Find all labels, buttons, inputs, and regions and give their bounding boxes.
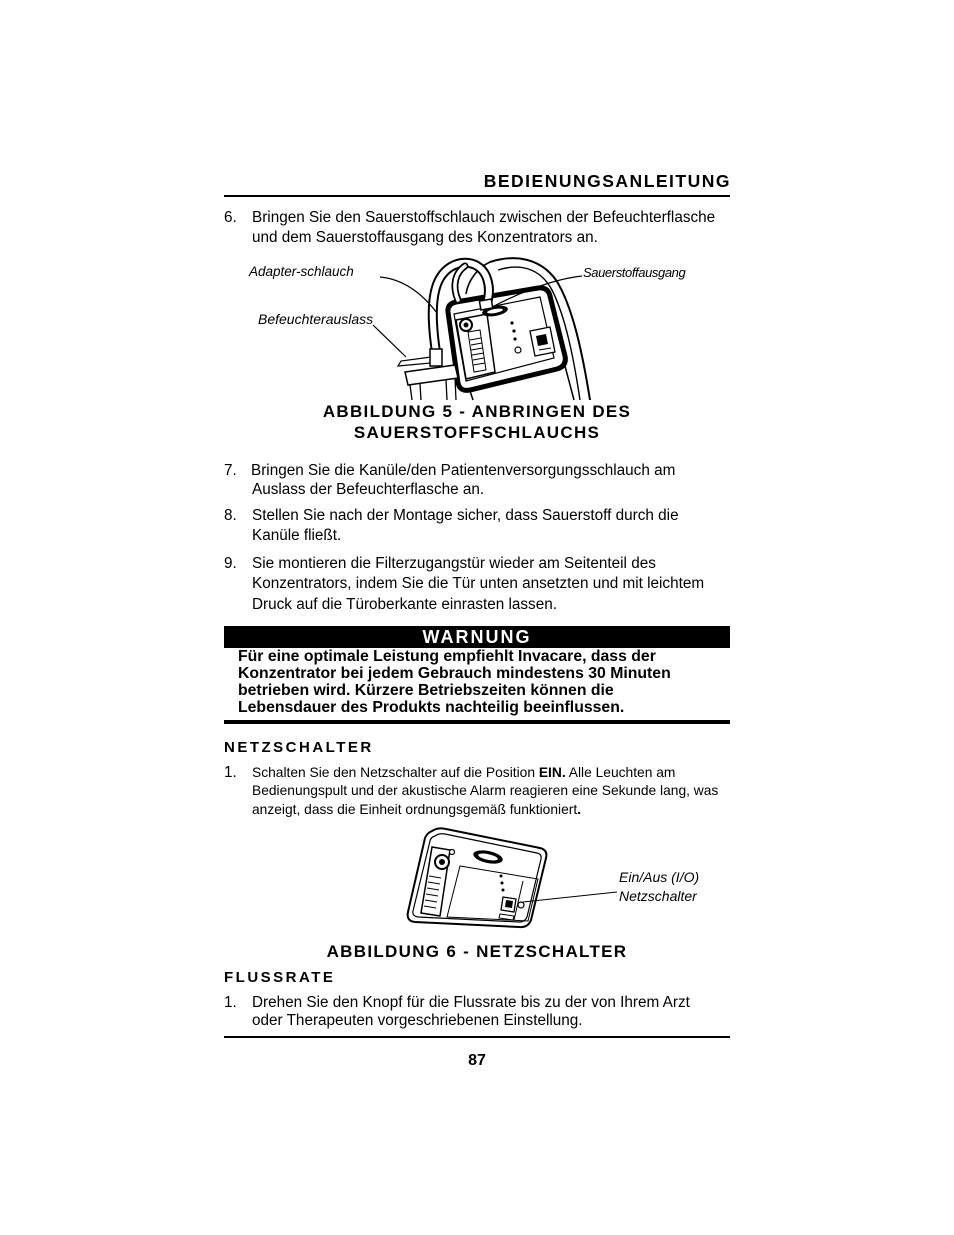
figure-6-illustration [400, 825, 620, 935]
power-switch-step-number: 1. [224, 764, 237, 781]
step-7-text-line-2: Auslass der Befeuchterflasche an. [252, 481, 485, 498]
figure-5-label-oxygen-outlet: Sauerstoffausgang [583, 265, 686, 280]
step-8-text-line-1: Stellen Sie nach der Montage sicher, dass Sauerstoff durch die [252, 507, 679, 524]
humidifier-bottle [398, 349, 458, 400]
warning-text-line-3: betrieben wird. Kürzere Betriebszeiten können die [238, 682, 614, 699]
power-switch-step-line-1-start: Schalten Sie den Netzschalter auf die Position [252, 765, 539, 780]
warning-title: WARNUNG [422, 627, 532, 647]
flow-rate-step-line-1: Drehen Sie den Knopf für die Flussrate bis zu der von Ihrem Arzt [252, 994, 690, 1011]
warning-text-line-1: Für eine optimale Leistung empfiehlt Invacare, dass der [238, 648, 656, 665]
power-switch-icon [501, 897, 516, 912]
power-switch-heading: NETZSCHALTER [224, 739, 374, 756]
step-7-number: 7. [224, 462, 237, 479]
power-switch-step-line-3-start: anzeigt, dass die Einheit ordnungsgemäß funktioniert [252, 802, 578, 817]
step-6-text-line-1: Bringen Sie den Sauerstoffschlauch zwischen der Befeuchterflasche [252, 209, 716, 226]
power-switch-step-line-1-end: Alle Leuchten am [565, 765, 676, 780]
step-9-text-line-1: Sie montieren die Filterzugangstür wieder am Seitenteil des [252, 555, 656, 572]
step-8-number: 8. [224, 507, 237, 524]
power-switch-step-line-3 [252, 803, 581, 817]
section-header: BEDIENUNGSANLEITUNG [483, 171, 731, 191]
figure-6-caption: ABBILDUNG 6 - NETZSCHALTER [326, 942, 628, 961]
power-switch-step-line-3-period: . [577, 802, 582, 817]
step-9-number: 9. [224, 555, 237, 572]
warning-banner [224, 626, 730, 648]
figure-5-caption-line-2: SAUERSTOFFSCHLAUCHS [353, 423, 601, 442]
figure-5-label-humidifier-outlet: Befeuchterauslass [258, 311, 374, 327]
step-9-text-line-3: Druck auf die Türoberkante einrasten lassen. [252, 596, 557, 613]
page-number: 87 [468, 1052, 486, 1069]
warning-text-line-2: Konzentrator bei jedem Gebrauch mindestens 30 Minuten [238, 665, 671, 682]
control-panel [448, 288, 565, 390]
flow-rate-step-line-2: oder Therapeuten vorgeschriebenen Einstellung. [252, 1012, 583, 1029]
step-7-text-line-1: Bringen Sie die Kanüle/den Patientenversorgungsschlauch am [251, 462, 676, 479]
figure-5-caption-line-1: ABBILDUNG 5 - ANBRINGEN DES [322, 402, 632, 421]
step-8-text-line-2: Kanüle fließt. [252, 527, 342, 544]
step-6-number: 6. [224, 209, 237, 226]
footer-rule [224, 1036, 730, 1038]
figure-6-label-power-switch: Netzschalter [619, 888, 697, 904]
figure-6-label-on-off: Ein/Aus (I/O) [619, 869, 700, 885]
header-rule [224, 195, 730, 197]
step-6-text-line-2: und dem Sauerstoffausgang des Konzentrators an. [252, 229, 598, 246]
power-switch-step-line-2: Bedienungspult und der akustische Alarm reagieren eine Sekunde lang, was [252, 783, 719, 798]
flow-rate-heading: FLUSSRATE [224, 969, 336, 986]
warning-bottom-rule [224, 720, 730, 724]
step-9-text-line-2: Konzentrators, indem Sie die Tür unten ansetzten und mit leichtem [252, 575, 705, 592]
warning-text-line-4: Lebensdauer des Produkts nachteilig beeinflussen. [238, 699, 625, 716]
figure-5-label-adapter-tube: Adapter-schlauch [249, 264, 354, 279]
flow-rate-step-number: 1. [224, 994, 237, 1011]
power-switch-step-line-1 [252, 766, 675, 780]
power-switch-on-label: EIN. [538, 765, 566, 780]
figure-5-illustration [240, 250, 700, 405]
